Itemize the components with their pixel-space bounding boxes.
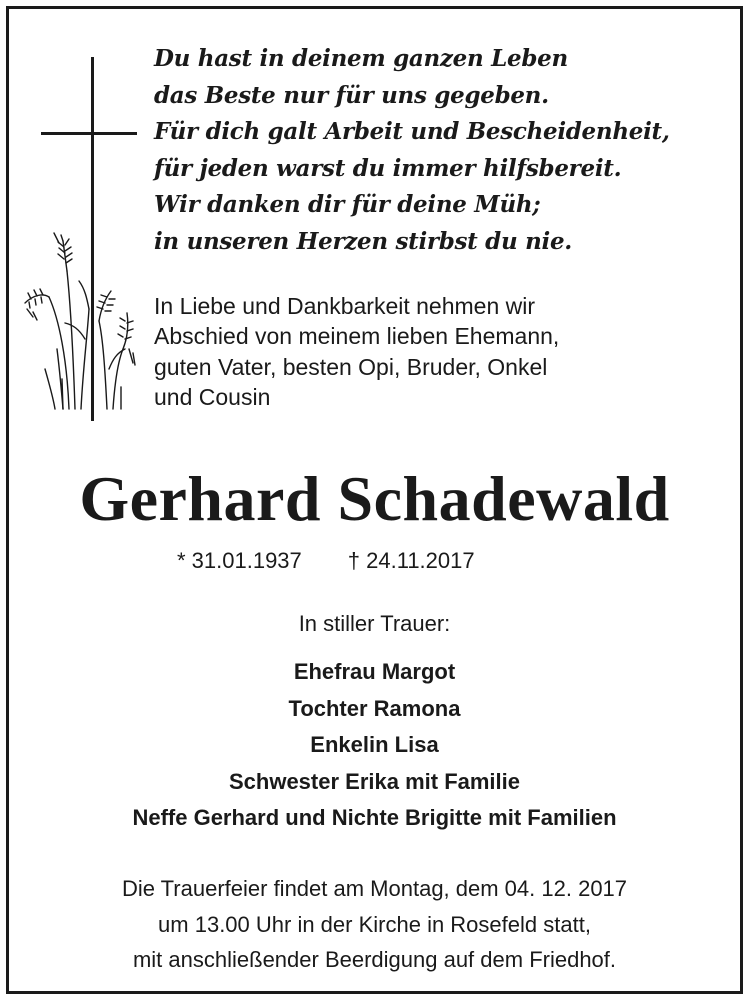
- cross-icon: [41, 57, 137, 421]
- farewell-line: und Cousin: [154, 383, 271, 410]
- funeral-line: Die Trauerfeier findet am Montag, dem 04. 12. 2017: [121, 876, 628, 901]
- farewell-text: [154, 291, 714, 412]
- deceased-name: Gerhard Schadewald: [79, 463, 670, 534]
- mourning-heading: In stiller Trauer:: [298, 611, 451, 636]
- mourners-list: [9, 654, 740, 837]
- mourner: Schwester Erika mit Familie: [228, 768, 521, 794]
- death-date: † 24.11.2017: [347, 548, 475, 573]
- poem-line: Wir danken dir für deine Müh;: [154, 191, 541, 219]
- poem-line: in unseren Herzen stirbst du nie.: [154, 227, 572, 255]
- cross-and-wheat-decoration: [9, 9, 149, 429]
- poem-line: für jeden warst du immer hilfsbereit.: [154, 154, 622, 182]
- mourner: Neffe Gerhard und Nichte Brigitte mit Familien: [132, 805, 617, 831]
- mourner: Ehefrau Margot: [293, 659, 456, 684]
- farewell-line: Abschied von meinem lieben Ehemann,: [154, 323, 560, 350]
- mourner: Tochter Ramona: [288, 695, 461, 721]
- mourner: Enkelin Lisa: [310, 732, 439, 758]
- wheat-icon: [25, 233, 135, 409]
- obituary-notice: [6, 6, 743, 994]
- life-dates: [177, 546, 475, 576]
- farewell-line: In Liebe und Dankbarkeit nehmen wir: [154, 293, 536, 319]
- poem-line: Du hast in deinem ganzen Leben: [154, 45, 568, 72]
- memorial-poem: [154, 41, 744, 261]
- funeral-line: um 13.00 Uhr in der Kirche in Rosefeld statt,: [158, 911, 591, 937]
- farewell-line: guten Vater, besten Opi, Bruder, Onkel: [154, 353, 548, 380]
- birth-date: * 31.01.1937: [177, 548, 302, 573]
- poem-line: Für dich galt Arbeit und Bescheidenheit,: [154, 118, 670, 146]
- funeral-info: [9, 871, 740, 978]
- funeral-line: mit anschließender Beerdigung auf dem Friedhof.: [132, 947, 617, 972]
- poem-line: das Beste nur für uns gegeben.: [154, 81, 549, 109]
